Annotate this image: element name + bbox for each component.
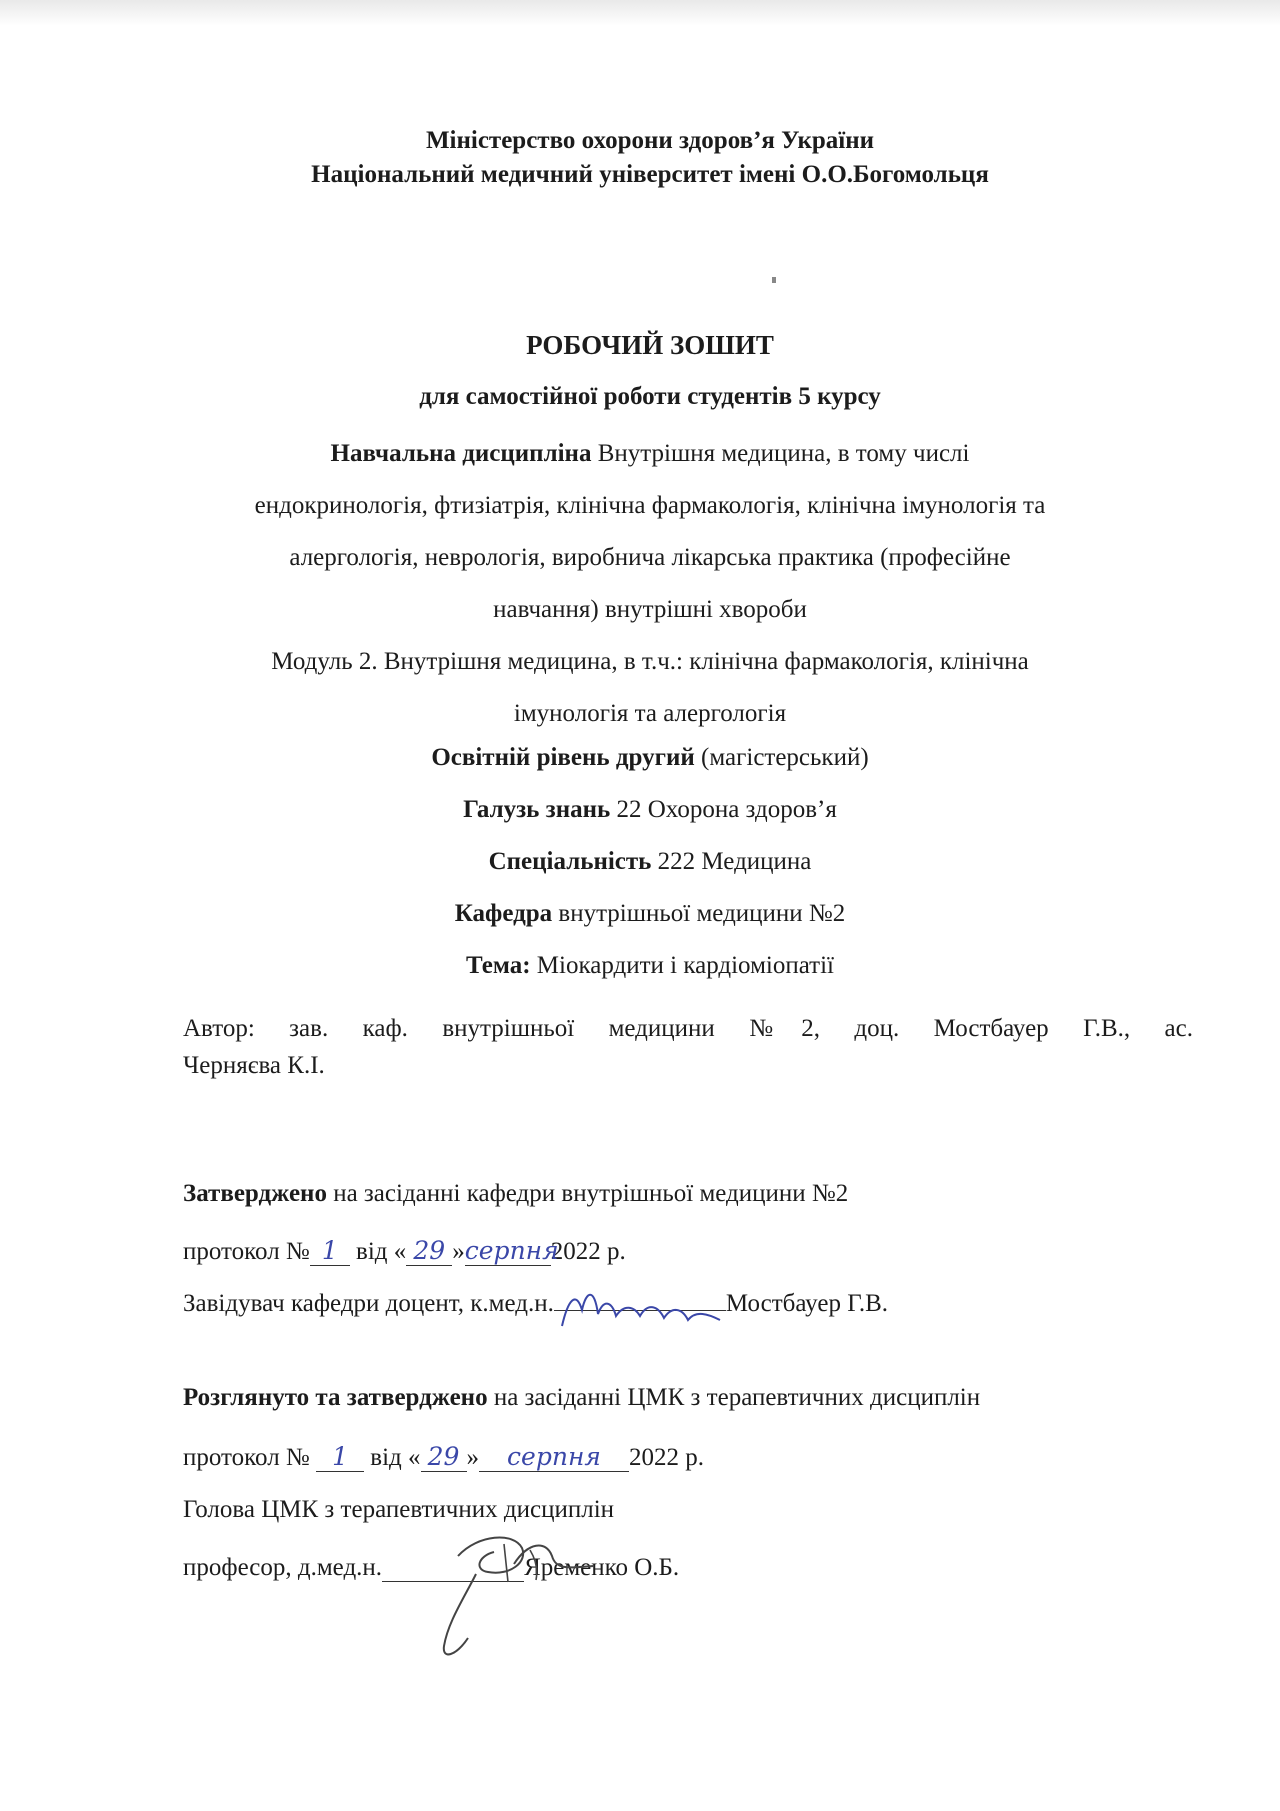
approval-department-label: Затверджено [183,1180,327,1207]
discipline-line-2: ендокринологія, фтизіатрія, клінічна фармакологія, клінічна імунологія та [254,492,1046,519]
discipline-block [170,428,1130,636]
protocol-number-handwritten-2: 1 [316,1442,364,1472]
protocol-from: від « [356,1238,407,1265]
field-label: Галузь знань [463,796,611,823]
head-signature [554,1310,726,1311]
author-line-1: Автор: зав. каф. внутрішньої медицини №2, доц. Мостбауер Г.В., ас. [183,1015,1193,1042]
specialty-value: 222 Медицина [657,848,812,875]
head-name: Мостбауер Г.В. [725,1290,888,1317]
approval-cmc-text: на засіданні ЦМК з терапевтичних дисциплін [493,1384,981,1411]
topic-label: Тема: [466,952,531,979]
module-block [170,636,1130,740]
institution-header [170,124,1130,192]
protocol-year-2: 2022 р. [629,1444,705,1471]
field-value: 22 Охорона здоров’я [616,796,837,823]
ministry-line: Міністерство охорони здоров’я України [425,127,875,154]
protocol-month-handwritten: серпня [464,1236,559,1265]
protocol-from-2: від « [370,1444,421,1471]
professor-name: Яременко О.Б. [524,1554,680,1581]
protocol-month-handwritten-2: серпня [479,1442,629,1472]
professor-line [183,1552,1193,1582]
approval-department [183,1180,1193,1208]
approval-cmc [183,1384,1193,1412]
protocol-line-2 [183,1442,1193,1472]
protocol-year: 2022 р. [550,1238,626,1265]
discipline-line-1 [170,428,1130,480]
discipline-line-4: навчання) внутрішні хвороби [493,596,807,623]
quote-close: » [452,1238,465,1265]
department-value: внутрішньої медицини №2 [558,900,846,927]
professor-label: професор, д.мед.н. [183,1554,383,1581]
document-title: РОБОЧИЙ ЗОШИТ [526,330,774,360]
cmc-chair-line: Голова ЦМК з терапевтичних дисциплін [183,1496,615,1523]
level-label: Освітній рівень другий [431,744,695,771]
protocol-prefix: протокол № [183,1238,310,1265]
department-head-line [183,1290,1193,1318]
specialty-label: Спеціальність [488,848,652,875]
module-line-1: Модуль 2. Внутрішня медицина, в т.ч.: клінічна фармакологія, клінічна [271,648,1029,675]
department-label: Кафедра [454,900,553,927]
module-line-2: імунологія та алергологія [513,700,787,727]
topic-value: Міокардити і кардіоміопатії [536,952,834,979]
author-line-2: Черняєва К.І. [183,1052,325,1079]
head-label: Завідувач кафедри доцент, к.мед.н. [183,1290,554,1317]
field-of-knowledge [170,796,1130,824]
handwritten-signature-icon [554,1280,726,1336]
document-subtitle: для самостійної роботи студентів 5 курсу [419,383,881,410]
discipline-label: Навчальна дисципліна [330,440,592,467]
education-level [170,744,1130,772]
protocol-day-handwritten-2: 29 [421,1442,467,1472]
department [170,900,1130,928]
protocol-line-1 [183,1236,1193,1266]
quote-close-2: » [466,1444,480,1471]
approval-department-text: на засіданні кафедри внутрішньої медицини №2 [333,1180,849,1207]
professor-signature-icon [418,1526,608,1666]
specialty [170,848,1130,876]
level-value: (магістерський) [701,744,869,771]
scan-speck [772,277,776,283]
protocol-prefix-2: протокол № [183,1444,310,1471]
approval-cmc-label: Розглянуто та затверджено [183,1384,488,1411]
discipline-line-3: алергологія, неврологія, виробнича лікарська практика (професійне [289,544,1011,571]
protocol-day-handwritten: 29 [406,1236,452,1266]
discipline-text-1: Внутрішня медицина, в тому числі [597,440,970,467]
protocol-number-handwritten: 1 [310,1236,350,1266]
topic [170,952,1130,980]
university-line: Національний медичний університет імені О.О.Богомольця [311,161,989,188]
